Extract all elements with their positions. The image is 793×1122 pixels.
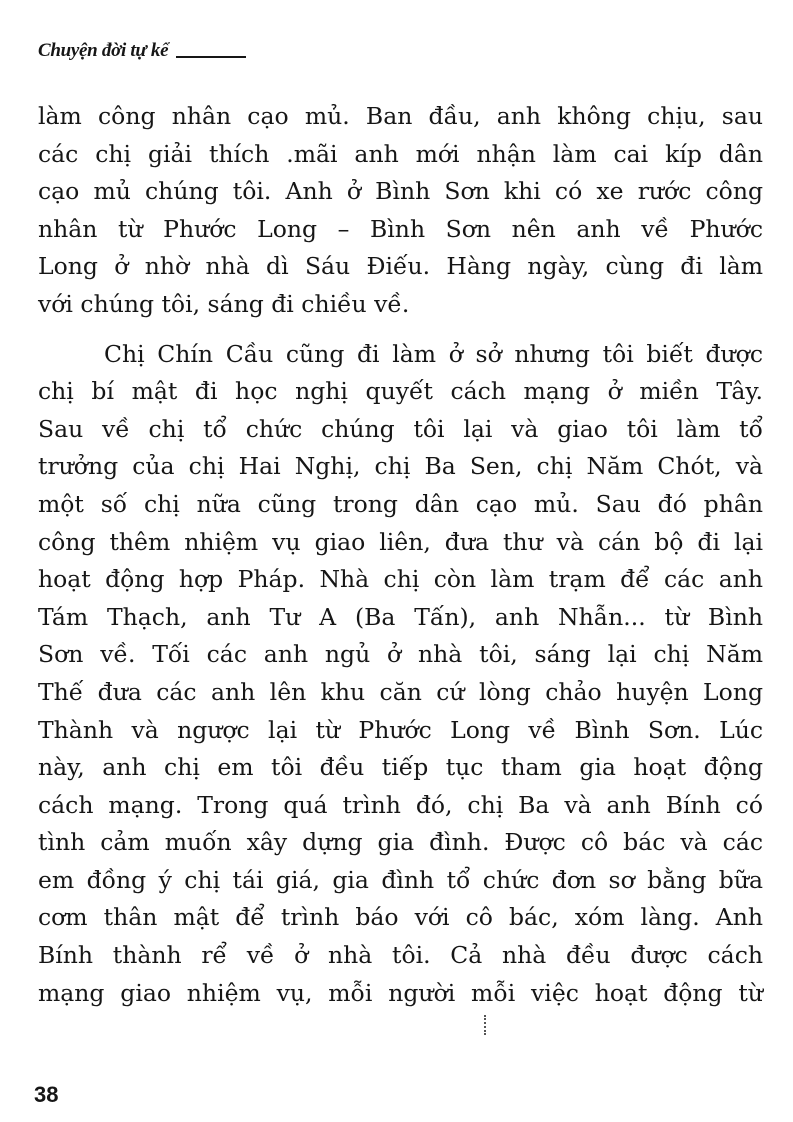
text-line: cách mạng. Trong quá trình đó, chị Ba và anh Bính có — [38, 790, 763, 819]
text-line: hoạt động hợp Pháp. Nhà chị còn làm trạm để các anh — [38, 565, 763, 594]
text-line: Long ở nhờ nhà dì Sáu Điếu. Hàng ngày, cùng đi làm — [38, 252, 763, 281]
paragraph-gap — [38, 324, 763, 336]
paragraph-2 — [38, 336, 763, 1013]
header-rule — [176, 56, 246, 58]
body-text — [38, 98, 763, 1012]
text-line: cạo mủ chúng tôi. Anh ở Bình Sơn khi có xe rước công — [38, 177, 763, 206]
running-header — [38, 40, 246, 62]
text-line: Chị Chín Cầu cũng đi làm ở sở nhưng tôi biết được — [104, 339, 763, 368]
text-line: công thêm nhiệm vụ giao liên, đưa thư và cán bộ đi lại — [38, 527, 763, 556]
text-line: tình cảm muốn xây dựng gia đình. Được cô bác và các — [38, 828, 763, 857]
text-line: Sơn về. Tối các anh ngủ ở nhà tôi, sáng lại chị Năm — [38, 640, 763, 669]
text-line: này, anh chị em tôi đều tiếp tục tham gia hoạt động — [38, 753, 763, 782]
text-line: Sau về chị tổ chức chúng tôi lại và giao tôi làm tổ — [38, 414, 763, 443]
text-line: Thành và ngược lại từ Phước Long về Bình Sơn. Lúc — [38, 715, 763, 744]
text-line: các chị giải thích .mãi anh mới nhận làm cai kíp dân — [38, 139, 763, 168]
text-line: em đồng ý chị tái giá, gia đình tổ chức đơn sơ bằng bữa — [38, 865, 763, 894]
text-line: Thế đưa các anh lên khu căn cứ lòng chảo huyện Long — [38, 677, 763, 706]
text-line: chị bí mật đi học nghị quyết cách mạng ở miền Tây. — [38, 377, 763, 406]
text-line: Tám Thạch, anh Tư A (Ba Tấn), anh Nhẫn... từ Bình — [38, 602, 763, 631]
paragraph-1 — [38, 98, 763, 324]
text-line: một số chị nữa cũng trong dân cạo mủ. Sau đó phân — [38, 489, 763, 518]
scan-speck — [484, 1015, 488, 1035]
running-header-title: Chuyện đời tự kể — [38, 40, 169, 61]
page-number: 38 — [34, 1082, 59, 1107]
text-line: nhân từ Phước Long – Bình Sơn nên anh về Phước — [38, 214, 763, 243]
text-line: cơm thân mật để trình báo với cô bác, xóm làng. Anh — [38, 903, 763, 932]
text-line: với chúng tôi, sáng đi chiều về. — [38, 289, 410, 318]
text-line: làm công nhân cạo mủ. Ban đầu, anh không chịu, sau — [38, 102, 763, 130]
text-line: trưởng của chị Hai Nghị, chị Ba Sen, chị Năm Chót, và — [38, 452, 763, 481]
text-line: mạng giao nhiệm vụ, mỗi người mỗi việc hoạt động từ — [38, 978, 763, 1007]
text-line: Bính thành rể về ở nhà tôi. Cả nhà đều được cách — [38, 941, 763, 970]
